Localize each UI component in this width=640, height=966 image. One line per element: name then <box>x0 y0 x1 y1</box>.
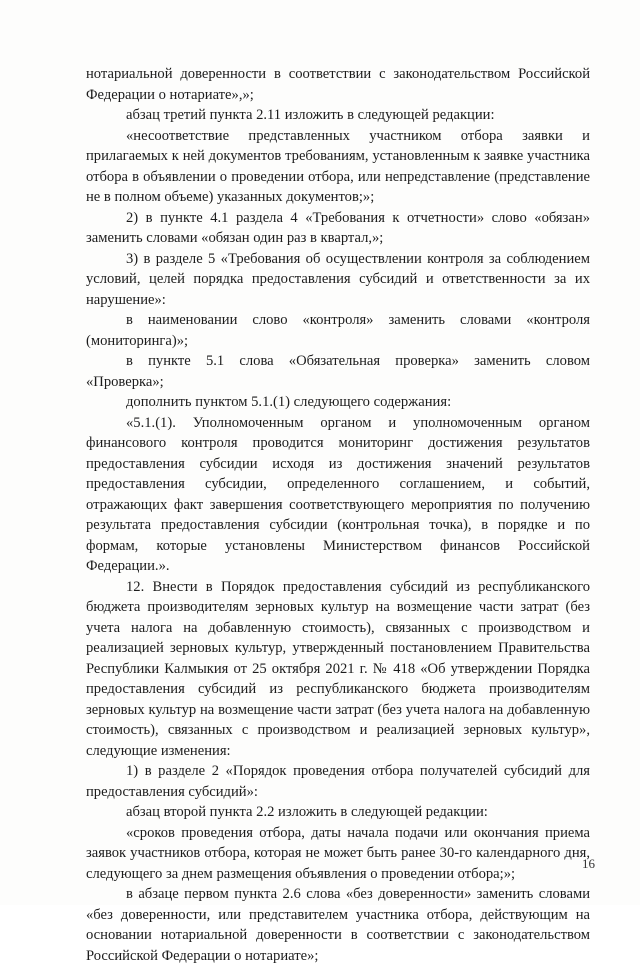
paragraph-item-12: 12. Внести в Порядок предоставления субсидий из республиканского бюджета производителям зерновых культур на возмещение части затрат (без учета налога на добавленную стоимость), связанных с производством и реализацией зерновых культур, утвержденный постановлением Правительства Республики Калмыкия от 25 октября 2021 г. № 418 «Об утверждении Порядка предоставления субсидий из республиканского бюджета производителям зерновых культур на возмещение части затрат (без учета налога на добавленную стоимость), связанных с производством и реализацией зерновых культур», следующие изменения: <box>86 578 590 759</box>
paragraph-item-2-reporting: 2) в пункте 4.1 раздела 4 «Требования к отчетности» слово «обязан» заменить словами «обязан один раз в квартал,»; <box>86 209 590 246</box>
paragraph-continuation: нотариальной доверенности в соответствии с законодательством Российской Федерации о нотариате»,»; <box>86 66 590 103</box>
paragraph-title-change: в наименовании слово «контроля» заменить словами «контроля (мониторинга)»; <box>86 312 590 349</box>
paragraph-item-3-control: 3) в разделе 5 «Требования об осуществлении контроля за соблюдением условий, целей порядка предоставления субсидий и ответственности за их нарушение»: <box>86 250 590 308</box>
paragraph-amendment-2-11: абзац третий пункта 2.11 изложить в следующей редакции: <box>126 107 495 123</box>
page-number: 16 <box>582 856 595 871</box>
paragraph-quote-nonconformity: «несоответствие представленных участником отбора заявки и прилагаемых к ней документов требованиям, установленным к заявке участника отбора в объявлении о проведении отбора, или непредставление (представление не в полном объеме) указанных документов;»; <box>86 127 590 205</box>
paragraph-2-2-amendment: абзац второй пункта 2.2 изложить в следующей редакции: <box>126 804 488 820</box>
paragraph-quote-terms: «сроков проведения отбора, даты начала подачи или окончания приема заявок участников отбора, которая не может быть ранее 30-го календарного дня, следующего за днем размещения объявления о проведении отбора;»; <box>86 824 590 882</box>
paragraph-section-2: 1) в разделе 2 «Порядок проведения отбора получателей субсидий для предоставления субсидий»: <box>86 763 590 800</box>
document-body <box>86 64 590 966</box>
paragraph-2-6-amendment: в абзаце первом пункта 2.6 слова «без доверенности» заменить словами «без доверенности, или представителем участника отбора, действующим на основании нотариальной доверенности в соответствии с законодательством Российской Федерации о нотариате»; <box>86 886 590 964</box>
paragraph-add-5-1-1: дополнить пунктом 5.1.(1) следующего содержания: <box>126 394 452 410</box>
paragraph-5-1-1-text: «5.1.(1). Уполномоченным органом и уполномоченным органом финансового контроля проводится мониторинг достижения результатов предоставления субсидии исходя из достижения значений результатов предоставления субсидии, определенного соглашением, и событий, отражающих факт завершения соответствующего мероприятия по получению результата предоставления субсидии (контрольная точка), в порядке и по формам, которые установлены Министерством финансов Российской Федерации.». <box>86 414 590 574</box>
paragraph-5-1-change: в пункте 5.1 слова «Обязательная проверка» заменить словом «Проверка»; <box>86 353 590 390</box>
